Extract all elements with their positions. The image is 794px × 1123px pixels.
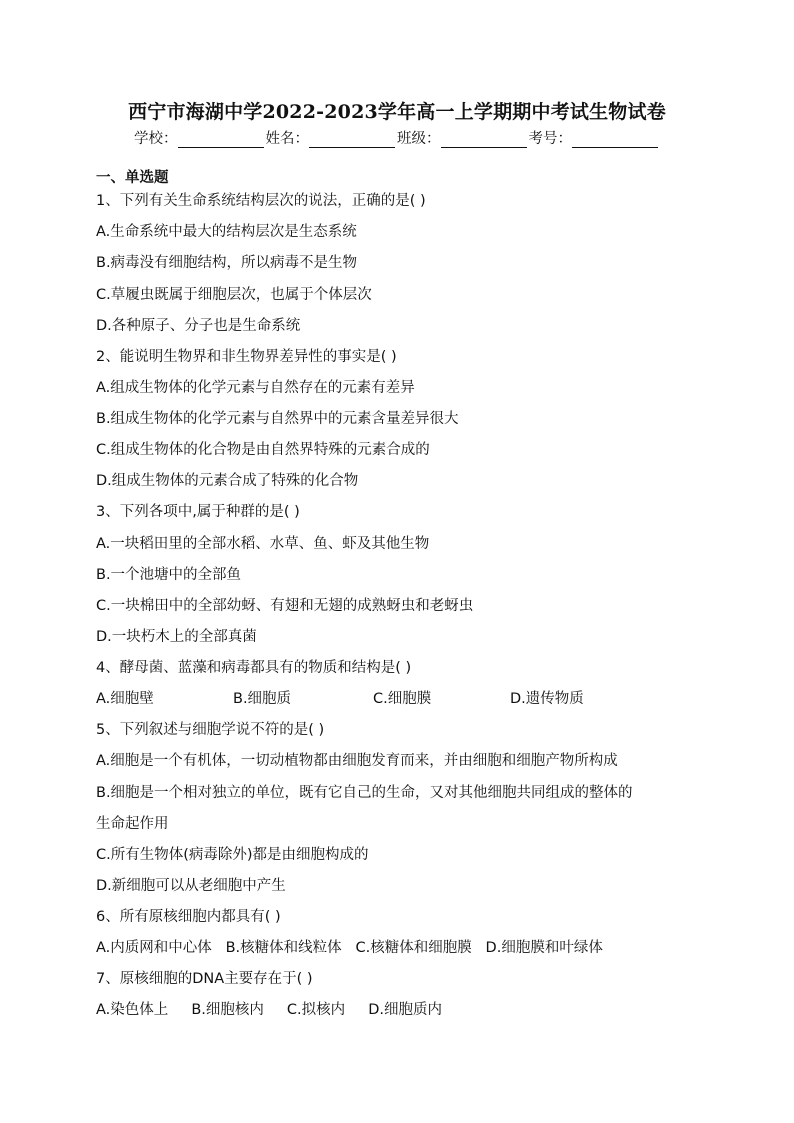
- class-blank[interactable]: [441, 133, 527, 148]
- question-4-option-a: A.细胞壁: [96, 691, 154, 707]
- question-6-stem: 6、所有原核细胞内都具有( ): [96, 909, 281, 925]
- question-3-option-b: B.一个池塘中的全部鱼: [96, 567, 242, 583]
- question-3-stem: 3、下列各项中,属于种群的是( ): [96, 504, 300, 520]
- question-3-option-a: A.一块稻田里的全部水稻、水草、鱼、虾及其他生物: [96, 536, 430, 552]
- name-label: 姓名：: [265, 131, 309, 147]
- school-label: 学校：: [134, 131, 178, 147]
- exam-title: 西宁市海湖中学2022-2023学年高一上学期期中考试生物试卷: [128, 101, 666, 123]
- question-1-option-d: D.各种原子、分子也是生命系统: [96, 318, 301, 334]
- name-blank[interactable]: [309, 133, 395, 148]
- school-blank[interactable]: [178, 133, 264, 148]
- question-2-option-d: D.组成生物体的元素合成了特殊的化合物: [96, 473, 359, 489]
- question-3-option-d: D.一块朽木上的全部真菌: [96, 629, 257, 645]
- question-2-option-a: A.组成生物体的化学元素与自然存在的元素有差异: [96, 380, 415, 396]
- question-5-option-d: D.新细胞可以从老细胞中产生: [96, 878, 286, 894]
- question-5-option-a: A.细胞是一个有机体，一切动植物都由细胞发育而来，并由细胞和细胞产物所构成: [96, 753, 618, 769]
- question-1-stem: 1、下列有关生命系统结构层次的说法，正确的是( ): [96, 193, 426, 209]
- section-title: 一、单选题: [96, 170, 169, 186]
- question-5-option-b: B.细胞是一个相对独立的单位，既有它自己的生命，又对其他细胞共同组成的整体的: [96, 785, 633, 801]
- exam-no-blank[interactable]: [572, 133, 658, 148]
- question-4-option-b: B.细胞质: [233, 691, 292, 707]
- question-5-stem: 5、下列叙述与细胞学说不符的是( ): [96, 722, 325, 738]
- question-4-stem: 4、酵母菌、蓝藻和病毒都具有的物质和结构是( ): [96, 660, 412, 676]
- question-4-option-d: D.遗传物质: [510, 691, 584, 707]
- question-2-option-c: C.组成生物体的化合物是由自然界特殊的元素合成的: [96, 442, 430, 458]
- question-6-options: A.内质网和中心体 B.核糖体和线粒体 C.核糖体和细胞膜 D.细胞膜和叶绿体: [96, 940, 603, 956]
- class-label: 班级：: [397, 131, 441, 147]
- exam-no-label: 考号：: [528, 131, 572, 147]
- question-1-option-c: C.草履虫既属于细胞层次，也属于个体层次: [96, 287, 372, 303]
- question-3-option-c: C.一块棉田中的全部幼蚜、有翅和无翅的成熟蚜虫和老蚜虫: [96, 598, 474, 614]
- question-5-option-c: C.所有生物体(病毒除外)都是由细胞构成的: [96, 847, 369, 863]
- student-info-row: [0, 127, 794, 148]
- question-5-option-b-cont: 生命起作用: [96, 816, 169, 832]
- question-1-option-b: B.病毒没有细胞结构，所以病毒不是生物: [96, 255, 358, 271]
- question-4-option-c: C.细胞膜: [373, 691, 432, 707]
- question-7-options: A.染色体上 B.细胞核内 C.拟核内 D.细胞质内: [96, 1002, 442, 1018]
- question-7-stem: 7、原核细胞的DNA主要存在于( ): [96, 971, 313, 987]
- question-2-option-b: B.组成生物体的化学元素与自然界中的元素含量差异很大: [96, 411, 459, 427]
- question-2-stem: 2、能说明生物界和非生物界差异性的事实是( ): [96, 349, 397, 365]
- question-1-option-a: A.生命系统中最大的结构层次是生态系统: [96, 224, 357, 240]
